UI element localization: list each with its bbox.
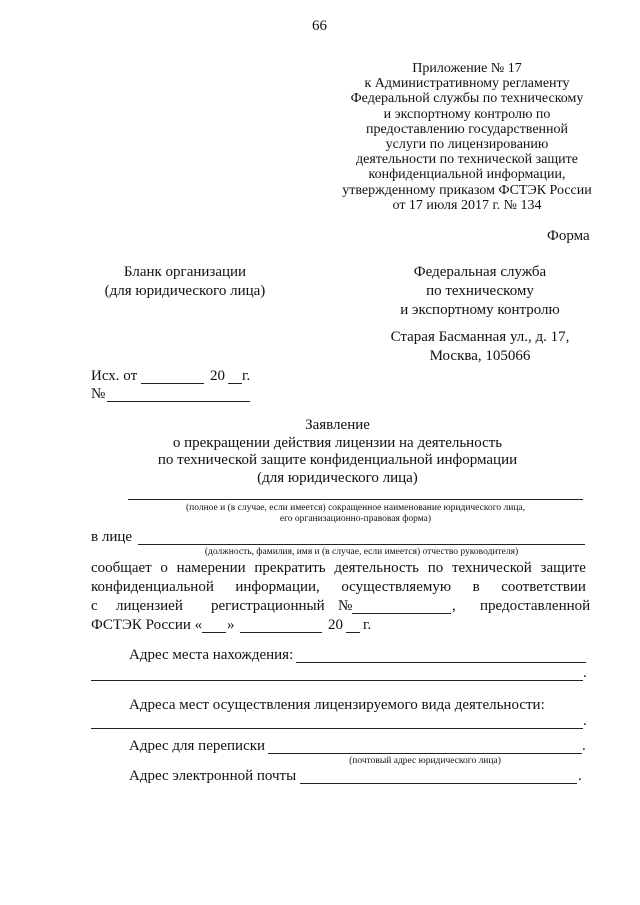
letterhead <box>60 263 310 301</box>
license-year-line[interactable] <box>346 632 360 633</box>
outgoing-number-label: № <box>91 386 106 402</box>
body-word: осуществляемую <box>341 579 452 595</box>
location-line[interactable] <box>296 662 586 663</box>
body-row-1 <box>91 560 586 577</box>
body-word: сообщает <box>91 560 152 576</box>
postal-line[interactable] <box>268 753 582 754</box>
body-word: регистрационный <box>211 598 325 614</box>
form-label: Форма <box>547 228 590 244</box>
body-word: 20 <box>328 617 343 633</box>
org-name-hint-line: его организационно-правовая форма) <box>279 514 432 524</box>
appendix-line: Приложение № 17 <box>412 61 522 76</box>
addressee <box>375 263 585 366</box>
addressee-address: Старая Басманная ул., д. 17, <box>390 329 570 345</box>
appendix-line: предоставлению государственной <box>365 121 569 137</box>
body-word: , <box>452 598 456 614</box>
body-word: » <box>227 617 235 633</box>
activity-label: Адреса мест осуществления лицензируемого вида деятельности: <box>129 697 545 713</box>
addressee-address: Москва, 105066 <box>429 348 531 364</box>
addressee-line: и экспортному контролю <box>400 302 560 318</box>
in-person-label: в лице <box>91 529 133 545</box>
body-word: информации, <box>235 579 320 595</box>
appendix-line: и экспортному контролю по <box>383 106 551 122</box>
body-word: лицензией <box>116 598 183 614</box>
addressee-line: Федеральная служба <box>413 264 547 280</box>
line-end-dot: . <box>578 768 582 784</box>
body-word: предоставленной <box>480 598 591 614</box>
email-line[interactable] <box>300 783 577 784</box>
outgoing-year-label: 20 <box>210 368 225 384</box>
body-word: технической <box>451 560 532 576</box>
license-day-line[interactable] <box>202 632 226 633</box>
body-word: № <box>338 598 353 614</box>
body-word: намерении <box>176 560 246 576</box>
outgoing-number-line[interactable] <box>107 401 250 402</box>
body-word: г. <box>363 617 372 633</box>
body-word: соответствии <box>501 579 586 595</box>
appendix-block <box>335 61 599 213</box>
document-title <box>90 417 585 487</box>
appendix-line: деятельности по технической защите <box>355 152 579 168</box>
body-word: защите <box>540 560 586 576</box>
appendix-line: к Административному регламенту <box>364 76 570 92</box>
appendix-line: конфиденциальной информации, <box>368 167 566 183</box>
addressee-line: по техническому <box>426 283 534 299</box>
license-month-line[interactable] <box>240 632 322 633</box>
postal-hint: (почтовый адрес юридического лица) <box>349 756 501 766</box>
postal-label: Адрес для переписки <box>129 738 266 754</box>
body-word: деятельность <box>334 560 420 576</box>
email-label: Адрес электронной почты <box>129 768 297 784</box>
line-end-dot: . <box>582 738 586 754</box>
appendix-line: Федеральной службы по техническому <box>350 91 584 107</box>
body-word: в <box>472 579 480 595</box>
line-end-dot: . <box>583 713 587 729</box>
outgoing-year-suffix: г. <box>242 368 251 384</box>
title-line: по технической защите конфиденциальной информации <box>157 452 518 468</box>
title-line: Заявление <box>305 417 370 433</box>
outgoing-year-line[interactable] <box>228 383 242 384</box>
activity-line[interactable] <box>91 728 583 729</box>
page-number: 66 <box>312 18 327 34</box>
head-name-line[interactable] <box>138 544 585 545</box>
outgoing-date-line[interactable] <box>141 383 204 384</box>
body-word: о <box>160 560 168 576</box>
body-word: по <box>427 560 444 576</box>
org-name-line[interactable] <box>128 499 583 500</box>
outgoing-ref-label: Исх. от <box>91 368 138 384</box>
body-word: прекратить <box>254 560 326 576</box>
location-label: Адрес места нахождения: <box>129 647 294 663</box>
appendix-line: утвержденному приказом ФСТЭК России <box>342 182 592 198</box>
appendix-line: услуги по лицензированию <box>385 137 549 153</box>
title-line: о прекращении действия лицензии на деятельность <box>172 434 503 451</box>
org-name-hint <box>128 503 583 525</box>
license-number-line[interactable] <box>352 613 451 614</box>
org-name-hint-line: (полное и (в случае, если имеется) сокращенное наименование юридического лица, <box>185 503 526 513</box>
letterhead-line: (для юридического лица) <box>104 283 266 299</box>
appendix-line: от 17 июля 2017 г. № 134 <box>392 197 542 213</box>
letterhead-line: Бланк организации <box>123 264 247 280</box>
location-line-2[interactable] <box>91 680 583 681</box>
body-word: ФСТЭК России « <box>91 617 203 633</box>
body-word: с <box>91 598 98 614</box>
body-row-2 <box>91 579 586 596</box>
title-line: (для юридического лица) <box>257 469 418 486</box>
body-word: конфиденциальной <box>91 579 214 595</box>
line-end-dot: . <box>583 665 587 681</box>
head-name-hint: (должность, фамилия, имя и (в случае, если имеется) отчество руководителя) <box>204 547 519 557</box>
